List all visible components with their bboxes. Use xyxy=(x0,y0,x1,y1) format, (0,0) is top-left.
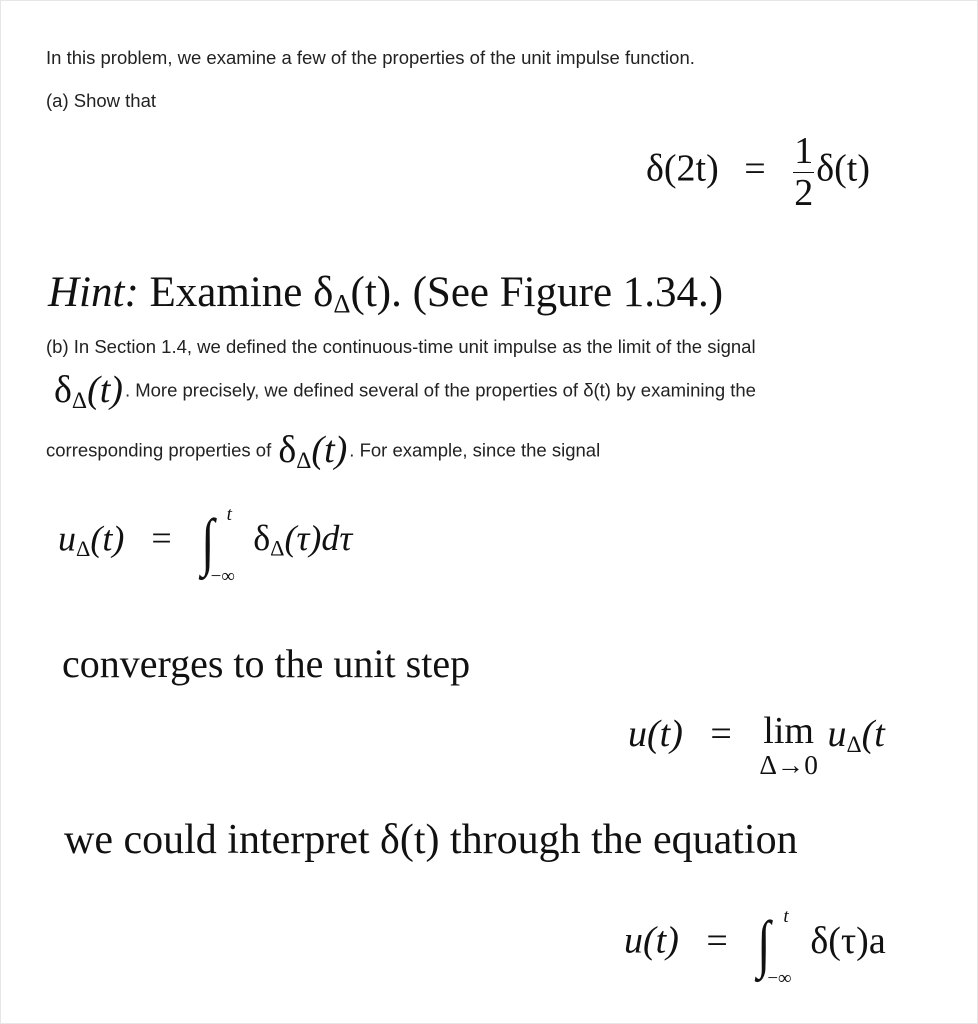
eq2-upper-limit: t xyxy=(226,504,232,525)
part-b-line-3b: . For example, since the signal xyxy=(349,439,601,461)
eq2-lower-limit: −∞ xyxy=(210,566,235,587)
hint-text-2: (t). (See Figure 1.34.) xyxy=(350,269,724,316)
part-b-line-3 xyxy=(46,428,600,475)
eq4-integrand: δ(τ)a xyxy=(810,919,886,962)
eq2-equals: = xyxy=(151,518,172,559)
eq1-lhs: δ(2t) xyxy=(646,147,719,190)
part-b-line-3a: corresponding properties of xyxy=(46,439,272,461)
eq4-integral: ∫ t −∞ xyxy=(757,906,792,989)
eq1-rhs: δ(t) xyxy=(816,147,870,190)
part-a-label: (a) Show that xyxy=(46,90,157,111)
equation-u-delta: $u_\Delta(t)$ = ∫ t −∞ $\delta_\Delta(\tau)d\tau$ xyxy=(58,504,353,587)
eq3-equals: = xyxy=(710,713,732,755)
part-b-line-2 xyxy=(52,368,756,415)
eq4-lower-limit: −∞ xyxy=(767,968,792,989)
eq3-lhs: u(t) xyxy=(628,713,683,755)
eq3-rhs: $u_\Delta(t$ xyxy=(827,713,885,758)
eq1-equals: = xyxy=(744,147,766,190)
hint-label: Hint: xyxy=(48,269,139,316)
eq2-integrand: $\delta_\Delta(\tau)d\tau$ xyxy=(253,518,353,561)
eq4-lhs: u(t) xyxy=(624,919,679,962)
hint-subscript: Δ xyxy=(333,288,351,319)
eq1-denominator: 2 xyxy=(794,172,814,214)
hint-text: Examine δ xyxy=(138,269,334,316)
eq1-numerator: 1 xyxy=(794,130,814,172)
eq2-integral: ∫ t −∞ xyxy=(200,504,235,587)
delta-delta-symbol-1: $\delta_\Delta(t)$ xyxy=(54,369,123,414)
hint-line xyxy=(48,268,723,320)
eq3-limit: lim Δ→0 xyxy=(759,710,818,780)
eq4-equals: = xyxy=(706,919,728,962)
eq2-lhs: u xyxy=(58,518,76,559)
converges-text: converges to the unit step xyxy=(62,641,471,686)
intro-text: In this problem, we examine a few of the properties of the unit impulse function. xyxy=(46,47,695,68)
eq1-fraction xyxy=(793,132,814,212)
equation-u-integral xyxy=(624,906,886,989)
part-b-line-1: (b) In Section 1.4, we defined the continuous-time unit impulse as the limit of the signal xyxy=(46,336,756,357)
equation-scaling xyxy=(646,132,870,212)
interpret-text: we could interpret δ(t) through the equation xyxy=(64,817,798,863)
delta-delta-symbol-2: $\delta_\Delta(t)$ xyxy=(278,429,348,474)
eq4-upper-limit: t xyxy=(783,906,789,927)
part-b-line-2-text: . More precisely, we defined several of the properties of δ(t) by examining the xyxy=(124,379,756,401)
equation-limit xyxy=(628,712,885,779)
